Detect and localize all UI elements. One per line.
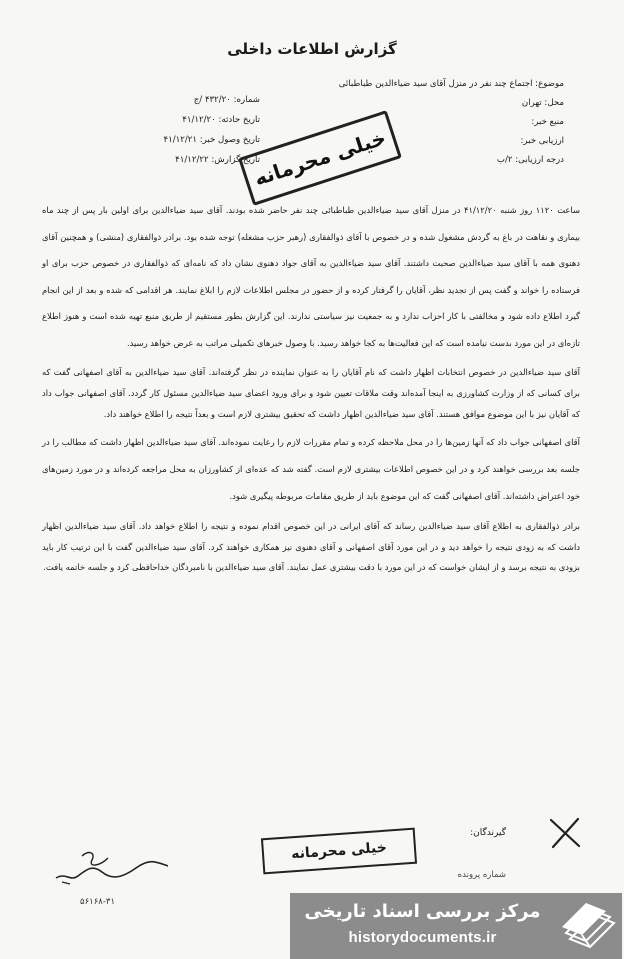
event-date: تاریخ حادثه: ۴۱/۱۲/۲۰ [182,115,260,125]
document-number: ۵۶۱۶۸-۳۱ [80,897,116,907]
recipients-label: گیرندگان: [470,828,506,838]
place-line: محل: تهران [521,98,564,108]
watermark-url: historydocuments.ir [348,929,497,946]
watermark-name: مرکز بررسی اسناد تاریخی [304,901,541,922]
file-number-label: شماره پرونده [457,870,506,880]
header-left-block [60,90,260,170]
report-number: شماره: ۴۳۲/۲۰ /ج [193,95,260,105]
evaluation-line: درجه ارزیابی: ۲/ب [496,155,564,165]
signature-icon [52,842,172,888]
report-title: گزارش اطلاعات داخلی [227,40,397,58]
paragraph-4: برادر ذوالفقاری به اطلاع آقای سید ضیاءالدین رساند که آقای ایرانی در این خصوص اقدام نموده و نتیجه را اطلاع خواهد داد. آقای سید ضیاءالدین اظهار داشت که به زودی نتیجه را خواهد دید و در این مورد آقای اصفهانی و آقای دهنوی نیز همکاری خواهند کرد. آقای سید ضیاءالدین گفت با این ترتیب کار باید بزودی به نتیجه برسد و از ایشان خواست که در این مورد با دقت بیشتری عمل نمایند. آقای سید ضیاءالدین با نامبردگان خداحافظی کرد و جلسه خاتمه یافت. [42,521,580,572]
paragraph-1: ساعت ۱۱۲۰ روز شنبه ۴۱/۱۲/۲۰ در منزل آقای سید ضیاءالدین طباطبائی چند نفر حاضر شده بودند. آقای سید ضیاءالدین برای اولین بار پس از چند ماه بیماری و نقاهت در باغ به گردش مشغول شده و در خصوص با آقای ذوالفقاری (رهبر حزب مشغله) توجه شده بود. برادر ذوالفقاری (منشی) و همچنین آقای دهنوی همه با آقای سید ضیاءالدین صحبت داشتند. آقای سید ضیاءالدین به آقای جواد دهنوی نشان داد که نامه‌ای که ذوالفقاری در خصوص حزب برای او فرستاده را خواند و گفت پس از تجدید نظر، آقایان را گرفتار کرده و از حضور در مجلس اطلاعات لازم را ابلاغ نمایند. هر اقدامی که شده و بعد از این انجام گیرد اطلاع داده شود و مخالفتی با کار احزاب ندارد و به جمعیت نیز سیاستی ندارند. این گزارش بطور مستقیم از طریق منبع تهیه شده است و هنوز اطلاع تازه‌ای در این مورد بدست نیامده است که این فعالیت‌ها به کجا خواهد رسید. با وصول خبرهای تکمیلی مراتب به عرض خواهد رسید. [42,205,580,348]
bottom-classification-stamp: خیلی محرمانه [261,828,417,875]
report-date: تاریخ گزارش: ۴۱/۱۲/۲۲ [175,155,260,165]
subject-line: موضوع: اجتماع چند نفر در منزل آقای سید ضیاءالدین طباطبائی [338,79,564,89]
received-date: تاریخ وصول خبر: ۴۱/۱۲/۲۱ [163,135,260,145]
cross-mark-icon [548,816,582,850]
source-grade-line: ارزیابی خبر: [520,136,564,146]
classification-stamp: خیلی محرمانه [238,110,402,206]
archive-logo-icon [556,897,618,955]
source-line: منبع خبر: [531,117,564,127]
report-body [42,197,580,578]
paragraph-2: آقای سید ضیاءالدین در خصوص انتخابات اظهار داشت که نام آقایان را به عنوان نماینده در نظر گرفته‌اند. آقای سید ضیاءالدین به آقای اصفهانی گفت که برای کسانی که از وزارت کشاورزی به اینجا آمده‌اند وقت ملاقات تعیین شود و برای ورود اعضای سید ضیاءالدین مسئول کار گردد. آقای اصفهانی جواب داد که آقایان نیز با این موضوع موافق هستند. آقای سید ضیاءالدین اظهار داشت که تحقیق بیشتری لازم است و بعداً نتیجه را اطلاع خواهند داد. [42,367,580,419]
paragraph-3: آقای اصفهانی جواب داد که آنها زمین‌ها را در محل ملاحظه کرده و تمام مقررات لازم را رعایت نموده‌اند. آقای سید ضیاءالدین اظهار داشت که مطالب را در جلسه بعد بررسی خواهند کرد و در این خصوص اطلاعات بیشتری لازم است. گفته شد که عده‌ای از کشاورزان به محل مراجعه کرده‌اند و در مورد زمین‌های خود اعتراض داشته‌اند. آقای اصفهانی گفت که این موضوع باید از طریق مقامات مربوطه پیگیری شود. [42,437,580,501]
